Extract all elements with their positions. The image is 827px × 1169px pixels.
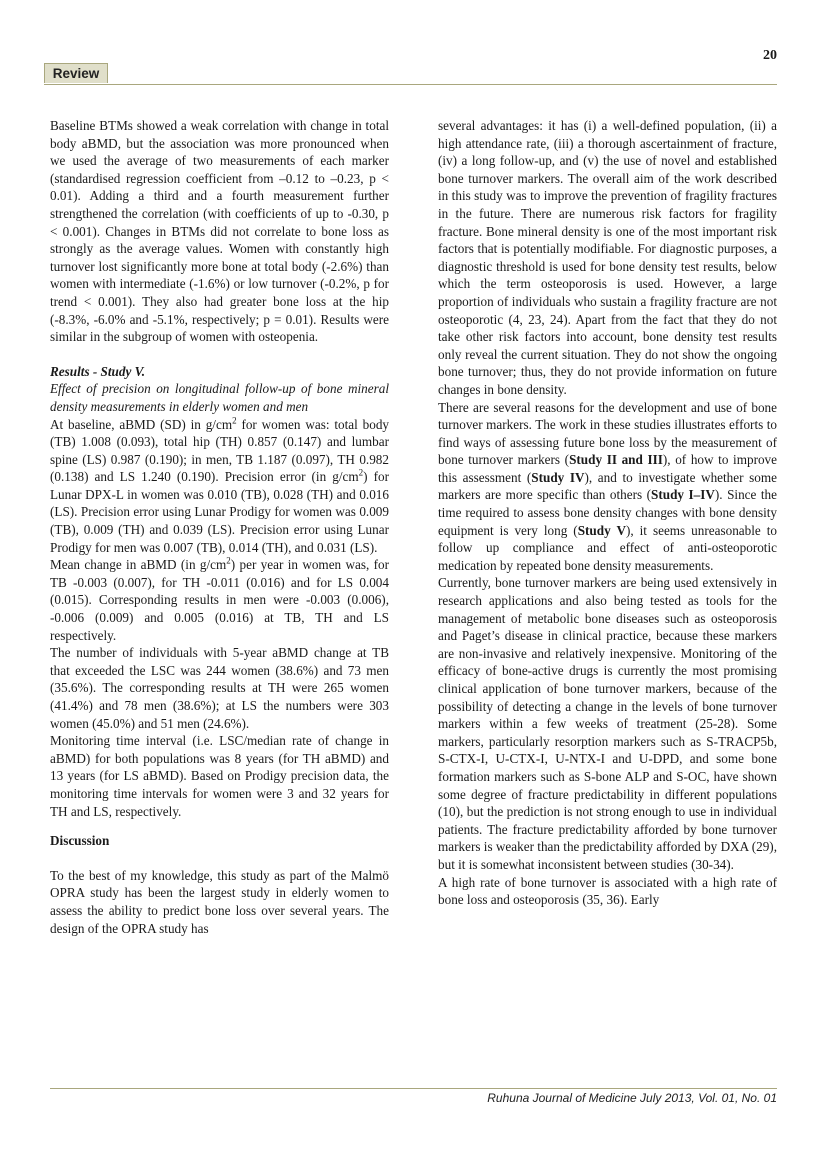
results-heading: Results - Study V. xyxy=(50,363,146,379)
right-column xyxy=(438,117,777,909)
paragraph: A high rate of bone turnover is associated with a high rate of bone loss and osteoporosis (35, 36). Early xyxy=(438,874,777,908)
paragraph: Currently, bone turnover markers are being used extensively in research applications and also being tested as tools for the management of metabolic bone diseases such as osteoporosis and Paget’s disease in clinical practice, because these markers are non-invasive and relatively inexpensive. Monitoring of the efficacy of bone-active drugs is currently the most promising clinical application of bone turnover markers, because of the possibility of detecting a change in the levels of bone turnover markers within a few weeks of treatment (25-28). Some markers, particularly resorption markers such as S-TRACP5b, S-CTX-I, U-CTX-I, U-NTX-I and U-DPD, and some bone formation markers such as S-bone ALP and S-OC, have shown some degree of fracture predictability in different populations (10), but the prediction is not strong enough to use in individual patients. The fracture predictability afforded by bone turnover markers is weaker than the predictability afforded by DXA (29), but it is somewhat inconsistent between studies (30-34). xyxy=(438,575,777,872)
results-subheading: Effect of precision on longitudinal follow-up of bone mineral density measurements in elderly women and men xyxy=(50,381,389,414)
paragraph: The number of individuals with 5-year aBMD change at TB that exceeded the LSC was 244 women (38.6%) and 73 men (35.6%). The corresponding results at TH were 265 women (41.4%) and 78 men (38.6%); at LS the numbers were 303 women (45.0%) and 51 men (24.6%). xyxy=(50,645,389,731)
paragraph: Baseline BTMs showed a weak correlation with change in total body aBMD, but the association was more pronounced when we used the average of two measurements of each marker (standardised regression coefficient from –0.12 to –0.23, p < 0.01). Adding a third and a fourth measurement further strengthened the correlation (with coefficients of up to -0.30, p < 0.001). Changes in BTMs did not correlate to bone loss as strongly as the average values. Women with constantly high turnover lost significantly more bone at total body (-2.6%) than women with intermediate (-1.6%) or low turnover (-0.2%, p for trend < 0.001). They also had greater bone loss at the hip (-8.3%, -6.0% and -5.1%, respectively; p = 0.01). Results were similar in the subgroup of women with osteopenia. xyxy=(50,118,389,345)
paragraph: To the best of my knowledge, this study as part of the Malmö OPRA study has been the largest study in elderly women to assess the ability to predict bone loss over several years. The design of the OPRA study has xyxy=(50,867,389,936)
journal-footer: Ruhuna Journal of Medicine July 2013, Vol. 01, No. 01 xyxy=(487,1091,777,1105)
header-rule xyxy=(44,84,777,85)
paragraph: There are several reasons for the development and use of bone turnover markers. The work in these studies illustrates efforts to find ways of assessing future bone loss by the measurement of bone turnover markers (Study II and III), of how to improve this assessment (Study IV), and to investigate whether some markers are more specific than others (Study I–IV). Since the time required to assess bone density changes with bone density equipment is very long (Study V), it seems unreasonable to follow up compliance and effect of anti-osteoporotic medication by repeated bone density measurements. xyxy=(438,399,777,573)
left-column xyxy=(50,117,389,937)
paragraph: Mean change in aBMD (in $g/cm^2$) per year in women was, for TB -0.003 (0.007), for TH -0.011 (0.016) and for LS 0.004 (0.015). Corresponding results in men were -0.003 (0.006), -0.006 (0.009) and 0.005 (0.016) at TB, TH and LS respectively. xyxy=(50,555,390,643)
footer-rule xyxy=(50,1088,777,1089)
section-tag: Review xyxy=(44,63,108,83)
discussion-heading: Discussion xyxy=(50,833,110,849)
paragraph: Monitoring time interval (i.e. LSC/median rate of change in aBMD) for both populations was 8 years (for TH aBMD) and 13 years (for LS aBMD). Based on Prodigy precision data, the monitoring time intervals for women were 3 and 32 years for TH and LS, respectively. xyxy=(50,733,389,819)
paragraph: At baseline, aBMD (SD) in $g/cm^2$ for women was: total body (TB) 1.008 (0.093), total hip (TH) 0.857 (0.147) and lumbar spine (LS) 0.987 (0.190); in men, TB 1.187 (0.097), TH 0.982 (0.138) and LS 1.240 (0.190). Precision error (in $g/cm^2$) for Lunar DPX-L in women was 0.010 (TB), 0.028 (TH) and 0.016 (LS). Precision error using Lunar Prodigy for women was 0.009 (TB), 0.009 (TH) and 0.039 (LS). Precision error using Lunar Prodigy for men was 0.007 (TB), 0.014 (TH), and 0.031 (LS). xyxy=(50,415,390,555)
paragraph: several advantages: it has (i) a well-defined population, (ii) a high attendance rate, (iii) a thorough ascertainment of fracture, (iv) a long follow-up, and (v) the use of novel and established bone turnover markers. The overall aim of the work described in this study was to improve the prevention of fragility fractures in the future. There are numerous risk factors for fragility fracture. Bone mineral density is one of the most important risk factors that is potentially modifiable. For diagnostic purposes, a diagnostic threshold is used for bone density test results, below which the term osteoporosis is used. However, a large proportion of individuals who sustain a fragility fracture are not osteoporotic (4, 23, 24). Apart from the fact that they do not take other risk factors into account, bone density test results only reveal the current situation. They do not show the ongoing bone turnover; thus, they do not provide information on future changes in bone density. xyxy=(438,118,777,397)
page-number: 20 xyxy=(763,48,777,63)
